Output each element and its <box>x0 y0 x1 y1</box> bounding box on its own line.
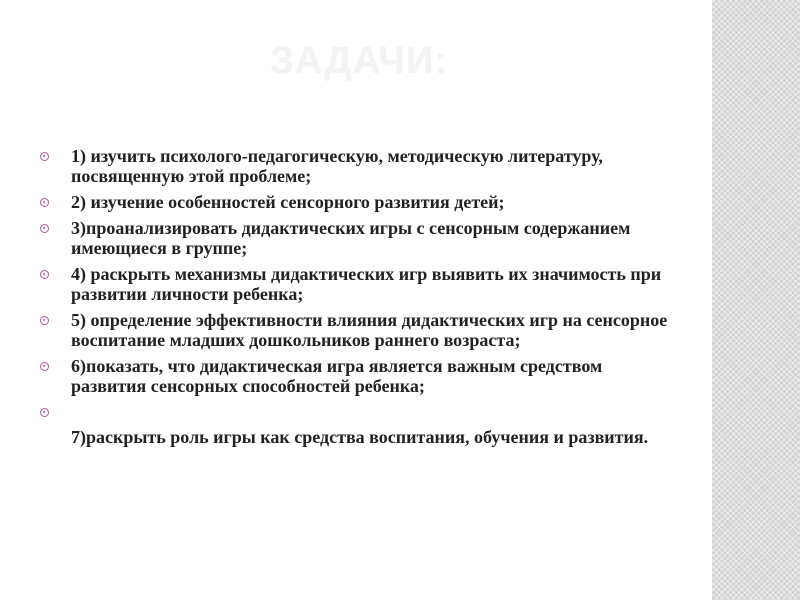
task-text: 2) изучение особенностей сенсорного развития детей; <box>71 192 505 212</box>
circle-bullet-icon <box>40 270 49 279</box>
circle-bullet-icon <box>40 198 49 207</box>
circle-bullet-icon <box>40 408 49 417</box>
list-item <box>40 192 680 212</box>
list-item <box>40 146 680 186</box>
list-item <box>40 310 680 350</box>
task-text: 3)проанализировать дидактических игры с сенсорным содержанием имеющиеся в группе; <box>71 218 631 258</box>
circle-bullet-icon <box>40 316 49 325</box>
list-item <box>40 427 680 447</box>
task-text: 1) изучить психолого-педагогическую, методическую литературу, посвященную этой проблеме; <box>71 146 603 186</box>
task-list <box>40 146 680 453</box>
circle-bullet-icon <box>40 152 49 161</box>
task-text: 4) раскрыть механизмы дидактических игр выявить их значимость при развитии личности ребенка; <box>71 264 662 304</box>
list-item <box>40 264 680 304</box>
list-item <box>40 356 680 396</box>
task-text: 5) определение эффективности влияния дидактических игр на сенсорное воспитание младших дошкольников раннего возраста; <box>71 310 668 350</box>
list-item <box>40 218 680 258</box>
task-text: 7)раскрыть роль игры как средства воспитания, обучения и развития. <box>71 427 649 447</box>
task-text: 6)показать, что дидактическая игра является важным средством развития сенсорных способностей ребенка; <box>71 356 603 396</box>
circle-bullet-icon <box>40 224 49 233</box>
circle-bullet-icon <box>40 362 49 371</box>
list-item-empty <box>40 402 680 422</box>
decorative-side-band <box>712 0 800 600</box>
slide-title: ЗАДАЧИ: <box>270 40 448 82</box>
